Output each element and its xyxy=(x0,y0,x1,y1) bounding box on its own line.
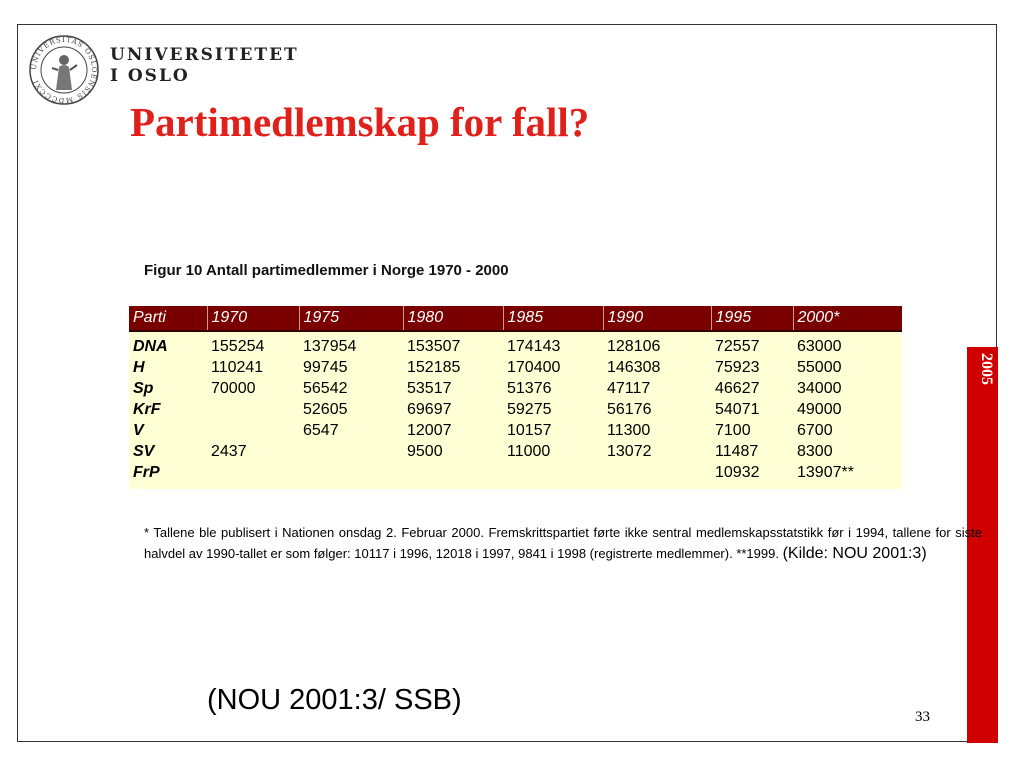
table-row xyxy=(129,462,902,489)
party-name: V xyxy=(133,422,144,439)
university-name xyxy=(110,45,299,87)
table-row xyxy=(129,357,902,378)
table-cell: 8300 xyxy=(797,443,833,460)
table-cell xyxy=(603,462,711,489)
table-cell: 13072 xyxy=(607,443,652,460)
table-cell xyxy=(207,462,299,489)
table-cell: 75923 xyxy=(715,359,760,376)
table-cell: 11000 xyxy=(507,443,551,460)
table-cell: 11487 xyxy=(715,443,759,460)
table-footnote xyxy=(144,522,982,564)
table-cell: 11300 xyxy=(607,422,651,439)
table-cell: 12007 xyxy=(407,422,452,439)
header-1970: 1970 xyxy=(207,306,299,331)
header-1985: 1985 xyxy=(503,306,603,331)
header-2000: 2000* xyxy=(793,306,902,331)
table-cell: 70000 xyxy=(211,380,256,397)
table-cell xyxy=(503,462,603,489)
table-cell: 56176 xyxy=(607,401,652,418)
header-1975: 1975 xyxy=(299,306,403,331)
seal-text: UNIVERSITAS OSLOENSIS MDCCCXI xyxy=(29,35,99,105)
university-name-line2: I OSLO xyxy=(110,66,190,86)
table-cell: 110241 xyxy=(211,359,264,376)
table-cell: 51376 xyxy=(507,380,552,397)
party-membership-table xyxy=(129,306,902,489)
table-cell: 34000 xyxy=(797,380,842,397)
footnote-text: * Tallene ble publisert i Nationen onsdag 2. Februar 2000. Fremskrittspartiet førte ikke sentral medlemskapsstatstikk før i 1994, tallene for siste halvdel av 1990-tallet er som følger: 10117 i 1996, 12018 i 1997, 9841 i 1998 (registrerte medlemmer). **1999. xyxy=(144,525,982,561)
table-cell: 46627 xyxy=(715,380,760,397)
table-cell: 10932 xyxy=(715,464,760,481)
table-cell: 56542 xyxy=(303,380,348,397)
party-name: DNA xyxy=(133,338,168,355)
table-cell: 52605 xyxy=(303,401,348,418)
table-cell: 69697 xyxy=(407,401,452,418)
table-cell: 6547 xyxy=(303,422,339,439)
table-cell: 59275 xyxy=(507,401,552,418)
table-cell: 63000 xyxy=(797,338,842,355)
table-cell: 128106 xyxy=(607,338,661,355)
university-seal-icon xyxy=(28,34,100,106)
table-row xyxy=(129,399,902,420)
table-cell: 152185 xyxy=(407,359,461,376)
table-cell: 146308 xyxy=(607,359,661,376)
slide-source: (NOU 2001:3/ SSB) xyxy=(207,684,462,716)
table-cell: 49000 xyxy=(797,401,842,418)
side-year-label: 2005 xyxy=(978,353,995,385)
header-parti: Parti xyxy=(129,306,207,331)
university-name-line1: UNIVERSITETET xyxy=(110,45,299,65)
slide-title: Partimedlemskap for fall? xyxy=(130,99,590,145)
table-cell: 99745 xyxy=(303,359,348,376)
party-name: H xyxy=(133,359,145,376)
table-row xyxy=(129,378,902,399)
table-cell xyxy=(207,399,299,420)
table-cell: 6700 xyxy=(797,422,833,439)
table-cell: 2437 xyxy=(211,443,247,460)
table-cell: 72557 xyxy=(715,338,760,355)
party-name: FrP xyxy=(133,464,160,481)
table-cell xyxy=(299,462,403,489)
table-cell xyxy=(207,420,299,441)
header-1995: 1995 xyxy=(711,306,793,331)
table-row xyxy=(129,420,902,441)
header-1990: 1990 xyxy=(603,306,711,331)
table-cell: 7100 xyxy=(715,422,751,439)
table-cell: 170400 xyxy=(507,359,561,376)
table-cell xyxy=(403,462,503,489)
header-1980: 1980 xyxy=(403,306,503,331)
table-cell: 47117 xyxy=(607,380,651,397)
footnote-source: (Kilde: NOU 2001:3) xyxy=(782,545,927,562)
party-name: Sp xyxy=(133,380,154,397)
table-cell: 153507 xyxy=(407,338,461,355)
table-cell: 155254 xyxy=(211,338,265,355)
party-name: KrF xyxy=(133,401,161,418)
table-header-row xyxy=(129,306,902,331)
figure-caption: Figur 10 Antall partimedlemmer i Norge 1970 - 2000 xyxy=(144,262,509,279)
table-cell xyxy=(299,441,403,462)
table-cell: 53517 xyxy=(407,380,452,397)
table-row xyxy=(129,331,902,357)
party-name: SV xyxy=(133,443,155,460)
table-cell: 174143 xyxy=(507,338,561,355)
table-cell: 55000 xyxy=(797,359,842,376)
table-cell: 13907** xyxy=(797,464,854,481)
table-row xyxy=(129,441,902,462)
page-number: 33 xyxy=(915,709,930,725)
table-cell: 9500 xyxy=(407,443,443,460)
table-cell: 54071 xyxy=(715,401,760,418)
table-cell: 10157 xyxy=(507,422,552,439)
table-cell: 137954 xyxy=(303,338,357,355)
